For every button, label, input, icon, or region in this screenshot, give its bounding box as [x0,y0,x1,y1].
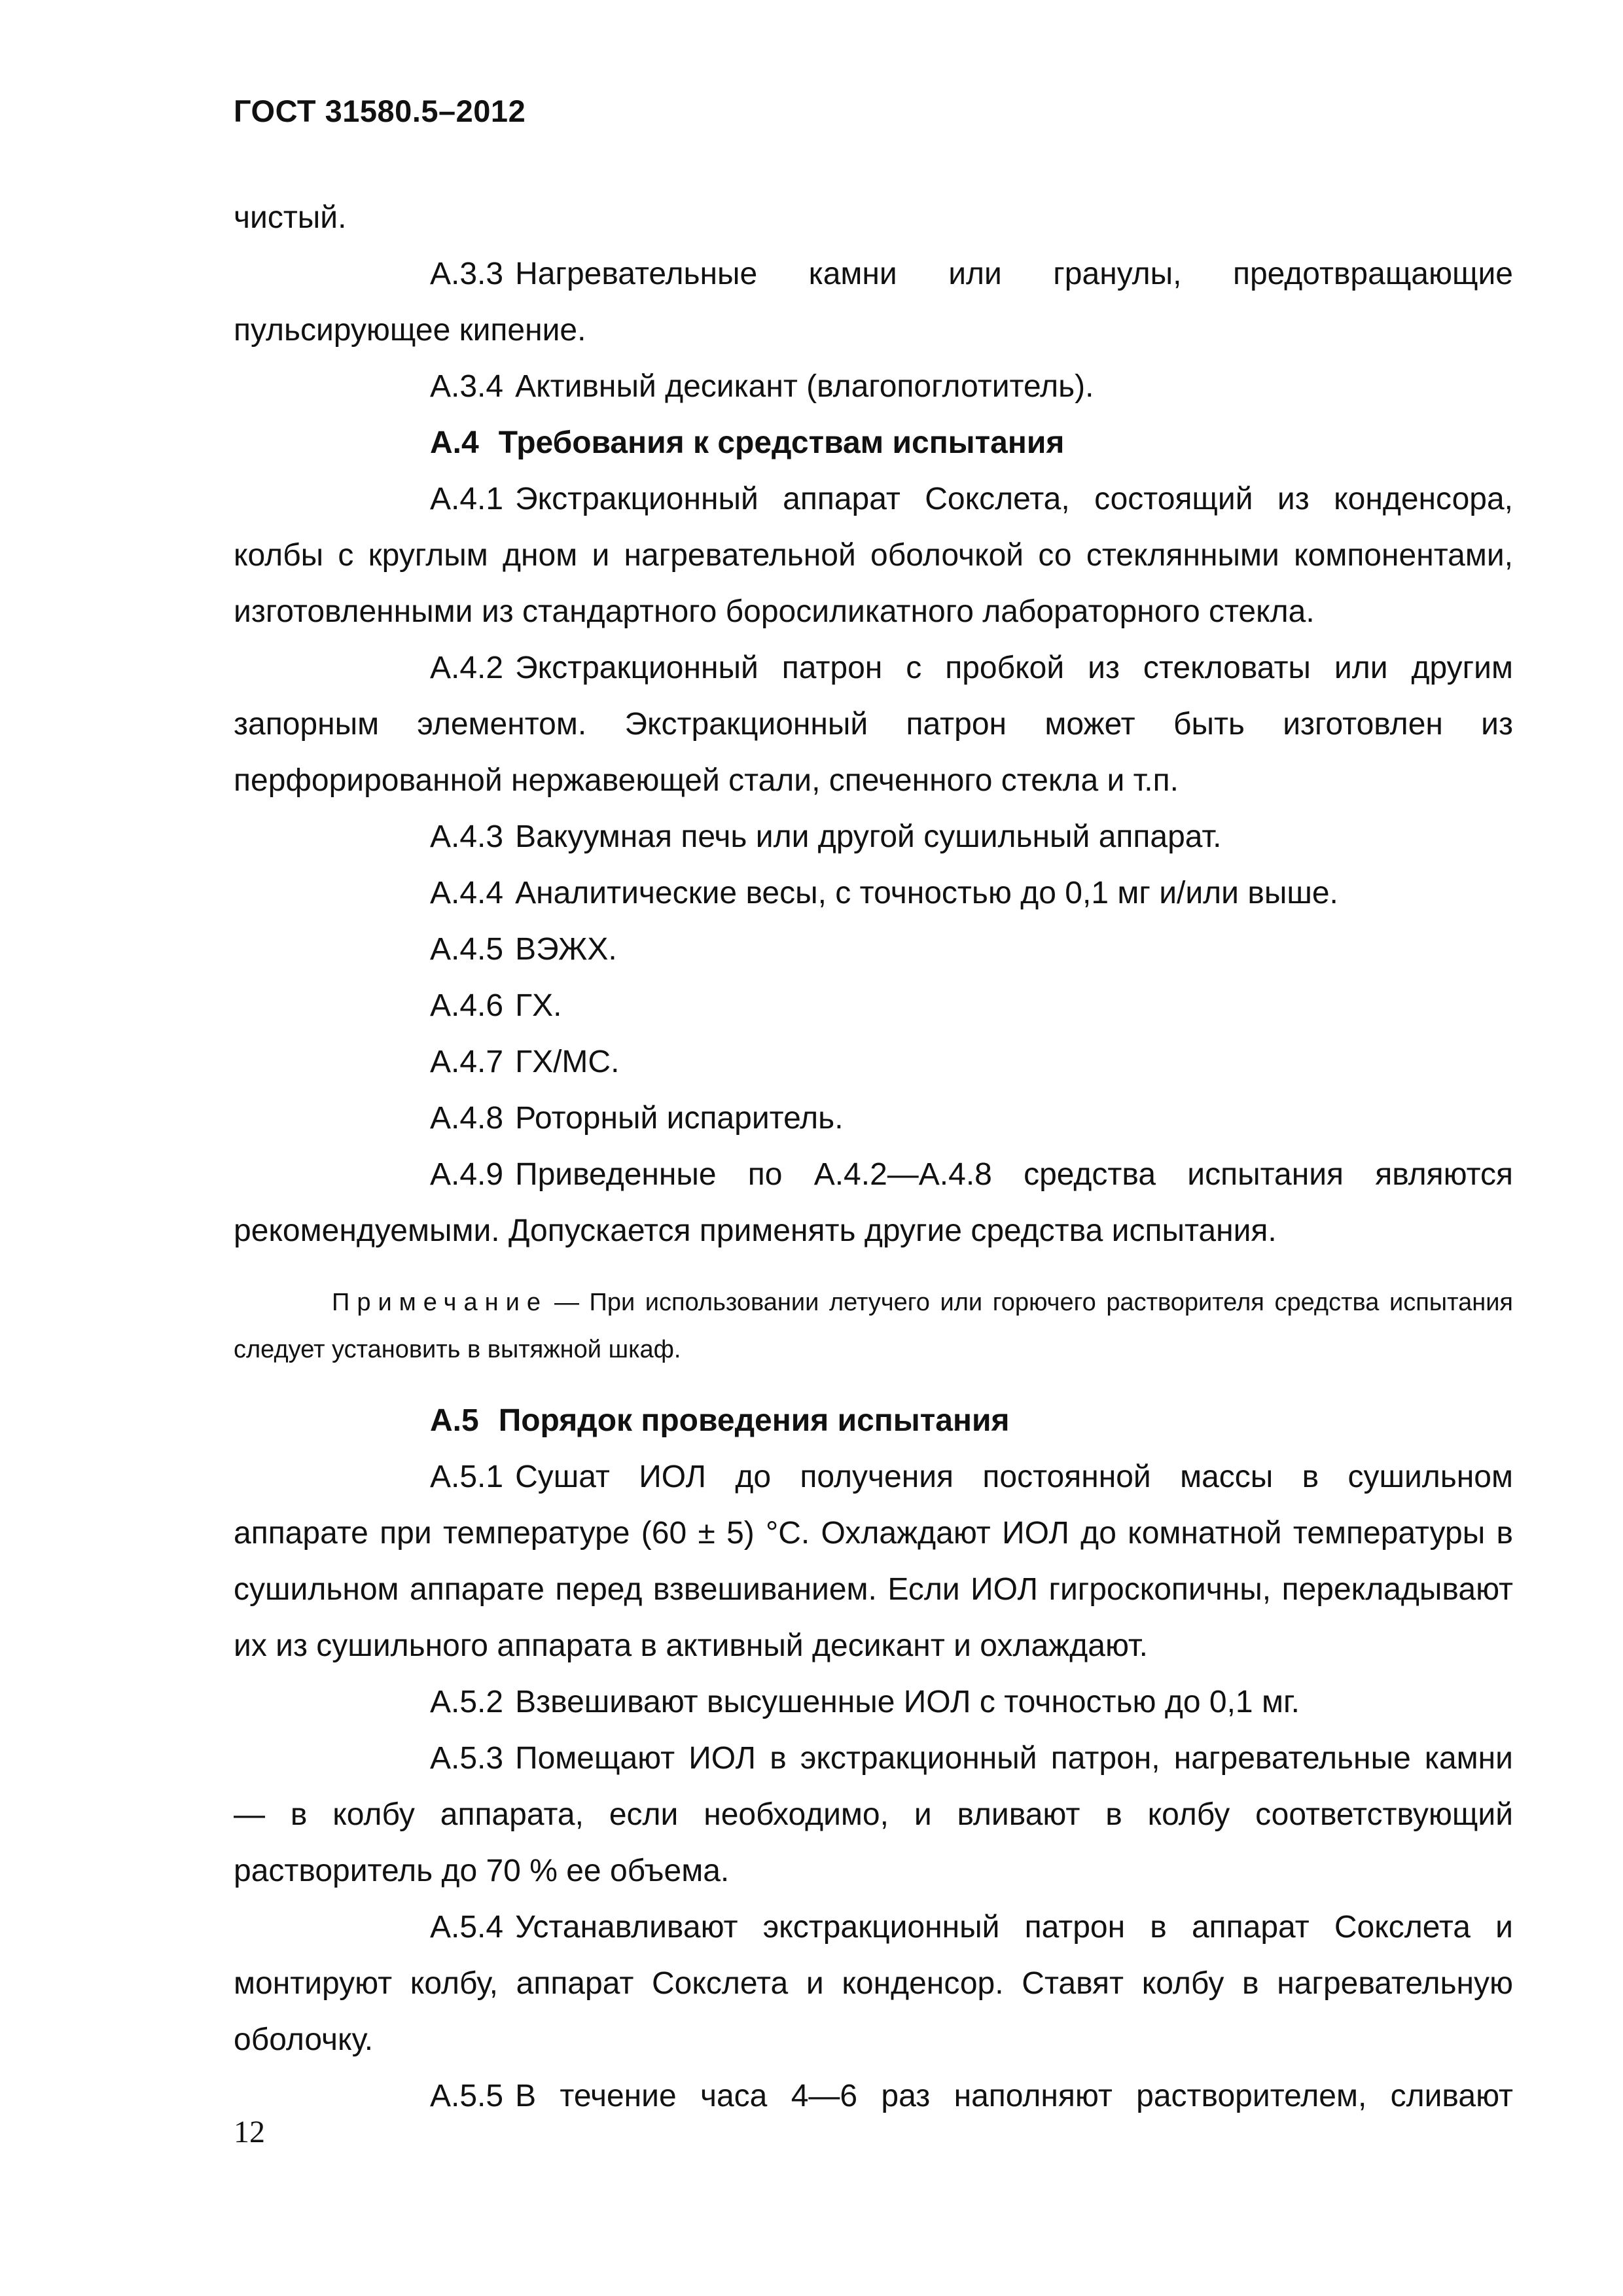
clause-text: ГХ/МС. [515,1045,620,1079]
clause-text: Приведенные по А.4.2—А.4.8 средства испытания являются рекомендуемыми. Допускается применять другие средства испытания. [234,1157,1513,1248]
clause-a-5-1 [234,1449,1513,1674]
clause-a-3-4 [234,359,1513,415]
clause-text: Роторный испаритель. [515,1101,844,1136]
clause-number: А.5.3 [430,1741,504,1776]
document-header: ГОСТ 31580.5–2012 [234,94,526,128]
clause-a-4-3 [234,809,1513,865]
note-label: Примечание [332,1289,548,1316]
clause-number: А.3.4 [430,369,504,404]
clause-a-4-1 [234,471,1513,640]
note-text: — При использовании летучего или горючего растворителя средства испытания следует установить в вытяжной шкаф. [234,1289,1513,1363]
document-body [234,190,1513,2125]
clause-text: В течение часа 4—6 раз наполняют растворителем, сливают [515,2079,1513,2113]
clause-number: А.5.5 [430,2079,504,2113]
section-number: А.5 [430,1403,479,1438]
section-number: А.4 [430,425,479,460]
clause-text: Аналитические весы, с точностью до 0,1 мг и/или выше. [515,876,1338,910]
clause-number: А.5.2 [430,1685,504,1719]
clause-text: Активный десикант (влагопоглотитель). [515,369,1094,404]
clause-number: А.4.4 [430,876,504,910]
clause-number: А.5.1 [430,1460,504,1494]
clause-text: Экстракционный аппарат Сокслета, состоящий из конденсора, колбы с круглым дном и нагревательной оболочкой со стеклянными компонентами, изготовленными из стандартного боросиликатного лабораторного стекла. [234,482,1513,629]
clause-number: А.4.8 [430,1101,504,1136]
clause-a-5-2 [234,1674,1513,1731]
section-title: Требования к средствам испытания [498,425,1065,460]
clause-text: ГХ. [515,988,562,1023]
clause-a-4-8 [234,1090,1513,1147]
clause-number: А.3.3 [430,257,504,291]
clause-text: Устанавливают экстракционный патрон в аппарат Сокслета и монтируют колбу, аппарат Сокслета и конденсор. Ставят колбу в нагревательную оболочку. [234,1910,1513,2057]
clause-a-5-4 [234,1899,1513,2068]
paragraph-continuation: чистый. [234,200,347,235]
section-heading-a-5 [234,1393,1513,1449]
clause-number: А.4.2 [430,651,504,685]
clause-text: Помещают ИОЛ в экстракционный патрон, нагревательные камни — в колбу аппарата, если необходимо, и вливают в колбу соответствующий растворитель до 70 % ее объема. [234,1741,1513,1888]
clause-a-4-7 [234,1034,1513,1090]
clause-number: А.4.6 [430,988,504,1023]
clause-number: А.4.5 [430,932,504,967]
clause-a-4-5 [234,922,1513,978]
section-title: Порядок проведения испытания [498,1403,1010,1438]
clause-number: А.5.4 [430,1910,504,1945]
clause-text: Вакуумная печь или другой сушильный аппарат. [515,819,1222,854]
clause-number: А.4.3 [430,819,504,854]
clause-a-4-9 [234,1147,1513,1259]
clause-a-4-2 [234,640,1513,809]
clause-text: Экстракционный патрон с пробкой из стекловаты или другим запорным элементом. Экстракционный патрон может быть изготовлен из перфорированной нержавеющей стали, спеченного стекла и т.п. [234,651,1513,798]
clause-text: Нагревательные камни или гранулы, предотвращающие пульсирующее кипение. [234,257,1513,348]
clause-text: Сушат ИОЛ до получения постоянной массы в сушильном аппарате при температуре (60 ± 5) °С. Охлаждают ИОЛ до комнатной температуры в сушильном аппарате перед взвешиванием. Если ИОЛ гигроскопичны, перекладывают их из сушильного аппарата в активный десикант и охлаждают. [234,1460,1513,1663]
clause-number: А.4.1 [430,482,504,516]
clause-a-5-3 [234,1731,1513,1899]
clause-a-4-4 [234,865,1513,922]
clause-a-3-3 [234,246,1513,359]
section-heading-a-4 [234,415,1513,471]
note [234,1279,1513,1373]
clause-text: Взвешивают высушенные ИОЛ с точностью до 0,1 мг. [515,1685,1300,1719]
page-number: 12 [234,2115,265,2149]
clause-a-4-6 [234,978,1513,1034]
clause-number: А.4.9 [430,1157,504,1192]
clause-number: А.4.7 [430,1045,504,1079]
clause-text: ВЭЖХ. [515,932,617,967]
clause-a-5-5 [234,2068,1513,2125]
